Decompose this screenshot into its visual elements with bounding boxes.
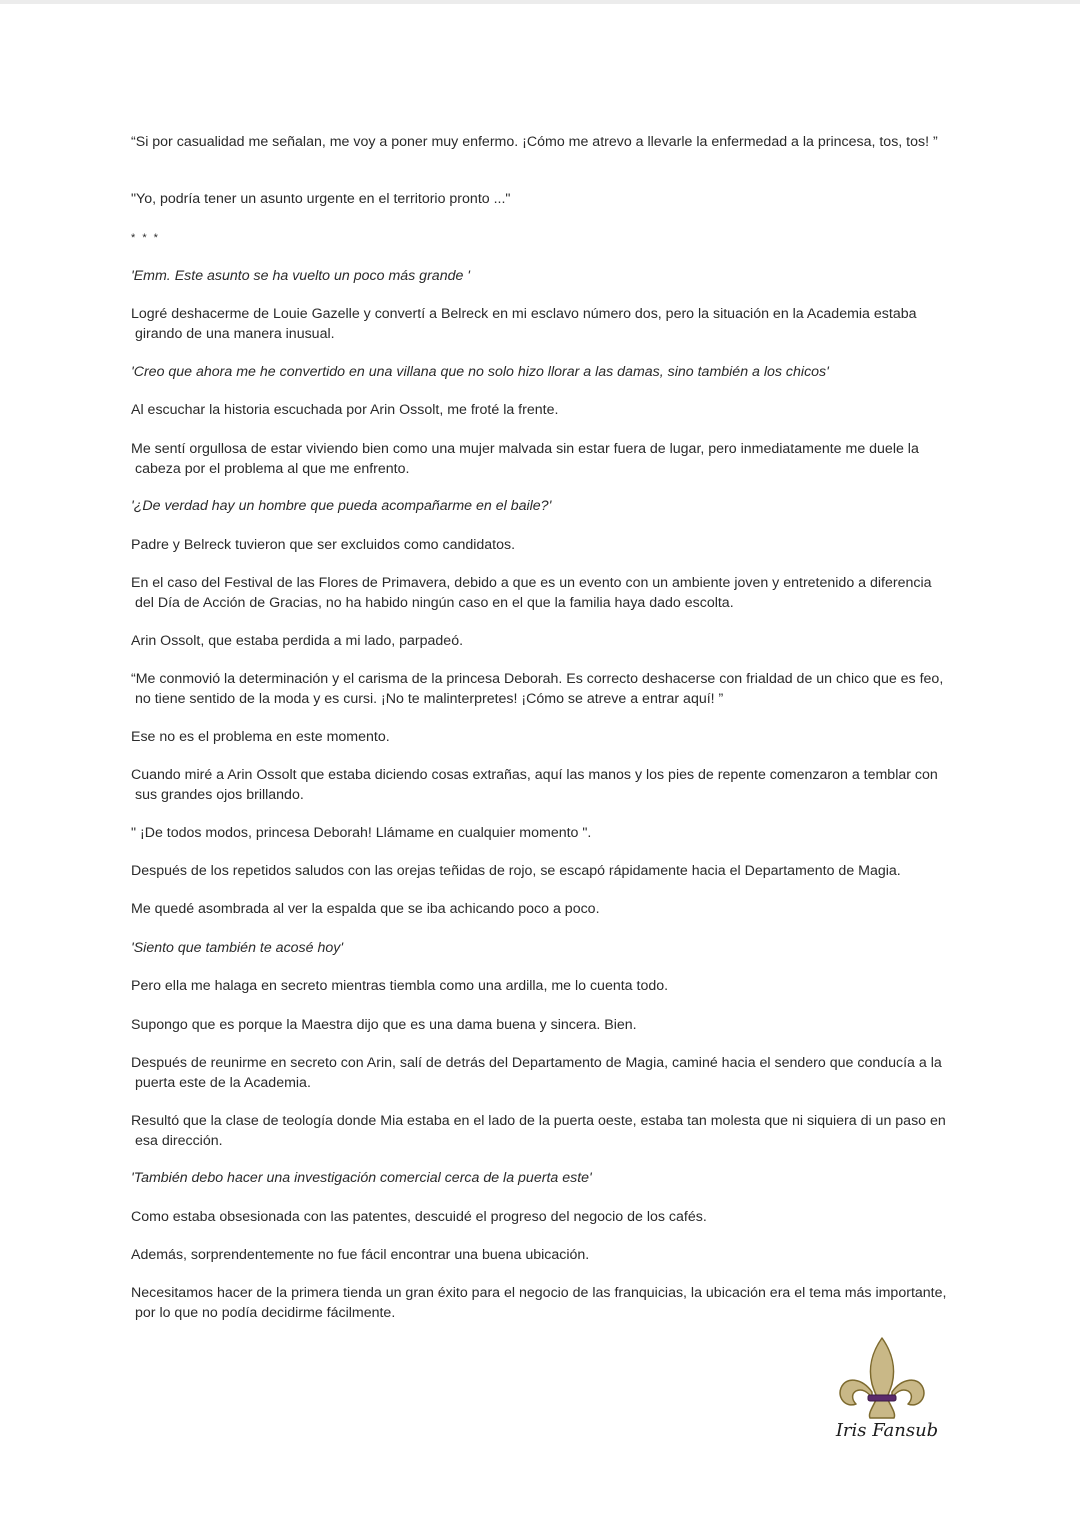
paragraph: "Yo, podría tener un asunto urgente en el territorio pronto ..." <box>131 191 511 207</box>
paragraph: Padre y Belreck tuvieron que ser excluidos como candidatos. <box>131 537 516 553</box>
top-border <box>0 0 1080 4</box>
iris-fansub-logo <box>832 1334 942 1446</box>
logo-text: Iris Fansub <box>835 1420 939 1441</box>
paragraph: Cuando miré a Arin Ossolt que estaba diciendo cosas extrañas, aquí las manos y los pies de repente comenzaron a temblar con sus grandes ojos brillando. <box>131 767 938 803</box>
paragraph: Como estaba obsesionada con las patentes, descuidé el progreso del negocio de los cafés. <box>131 1209 707 1225</box>
paragraph: 'Creo que ahora me he convertido en una villana que no solo hizo llorar a las damas, sino también a los chicos' <box>131 364 829 380</box>
paragraph: Pero ella me halaga en secreto mientras tiembla como una ardilla, me lo cuenta todo. <box>131 978 669 994</box>
paragraph: 'Siento que también te acosé hoy' <box>131 940 344 956</box>
paragraph: Ese no es el problema en este momento. <box>131 729 390 745</box>
paragraph: Después de los repetidos saludos con las orejas teñidas de rojo, se escapó rápidamente hacia el Departamento de Magia. <box>131 863 901 879</box>
paragraph: " ¡De todos modos, princesa Deborah! Llámame en cualquier momento ". <box>131 825 592 841</box>
paragraph: Resultó que la clase de teología donde Mia estaba en el lado de la puerta oeste, estaba tan molesta que ni siquiera di un paso en esa dirección. <box>131 1113 946 1149</box>
paragraph: 'Emm. Este asunto se ha vuelto un poco más grande ' <box>131 268 471 284</box>
fleur-de-lis-icon <box>832 1334 942 1420</box>
paragraph: En el caso del Festival de las Flores de Primavera, debido a que es un evento con un ambiente joven y entretenido a diferencia del Día de Acción de Gracias, no ha habido ningún caso en el que la familia haya dado escolta. <box>131 575 932 611</box>
paragraph: Me quedé asombrada al ver la espalda que se iba achicando poco a poco. <box>131 901 600 917</box>
paragraph: Supongo que es porque la Maestra dijo que es una dama buena y sincera. Bien. <box>131 1017 637 1033</box>
paragraph: Después de reunirme en secreto con Arin, salí de detrás del Departamento de Magia, caminé hacia el sendero que conducía a la puerta este de la Academia. <box>131 1055 942 1091</box>
paragraph: “Si por casualidad me señalan, me voy a poner muy enfermo. ¡Cómo me atrevo a llevarle la enfermedad a la princesa, tos, tos! ” <box>131 134 938 150</box>
paragraph: Arin Ossolt, que estaba perdida a mi lado, parpadeó. <box>131 633 464 649</box>
paragraph: Además, sorprendentemente no fue fácil encontrar una buena ubicación. <box>131 1247 590 1263</box>
paragraph: 'También debo hacer una investigación comercial cerca de la puerta este' <box>131 1170 592 1186</box>
paragraph: '¿De verdad hay un hombre que pueda acompañarme en el baile?' <box>131 498 552 514</box>
paragraph: Logré deshacerme de Louie Gazelle y convertí a Belreck en mi esclavo número dos, pero la situación en la Academia estaba girando de una manera inusual. <box>131 306 917 342</box>
paragraph: “Me conmovió la determinación y el carisma de la princesa Deborah. Es correcto deshacerse con frialdad de un chico que es feo, no tiene sentido de la moda y es cursi. ¡No te malinterpretes! ¡Cómo se atreve a entrar aquí! ” <box>131 671 944 707</box>
paragraph: Necesitamos hacer de la primera tienda un gran éxito para el negocio de las franquicias, la ubicación era el tema más importante, por lo que no podía decidirme fácilmente. <box>131 1285 947 1321</box>
scene-break: * * * <box>131 232 160 244</box>
paragraph: Al escuchar la historia escuchada por Arin Ossolt, me froté la frente. <box>131 402 559 418</box>
paragraph: Me sentí orgullosa de estar viviendo bien como una mujer malvada sin estar fuera de lugar, pero inmediatamente me duele la cabeza por el problema al que me enfrento. <box>131 441 919 477</box>
